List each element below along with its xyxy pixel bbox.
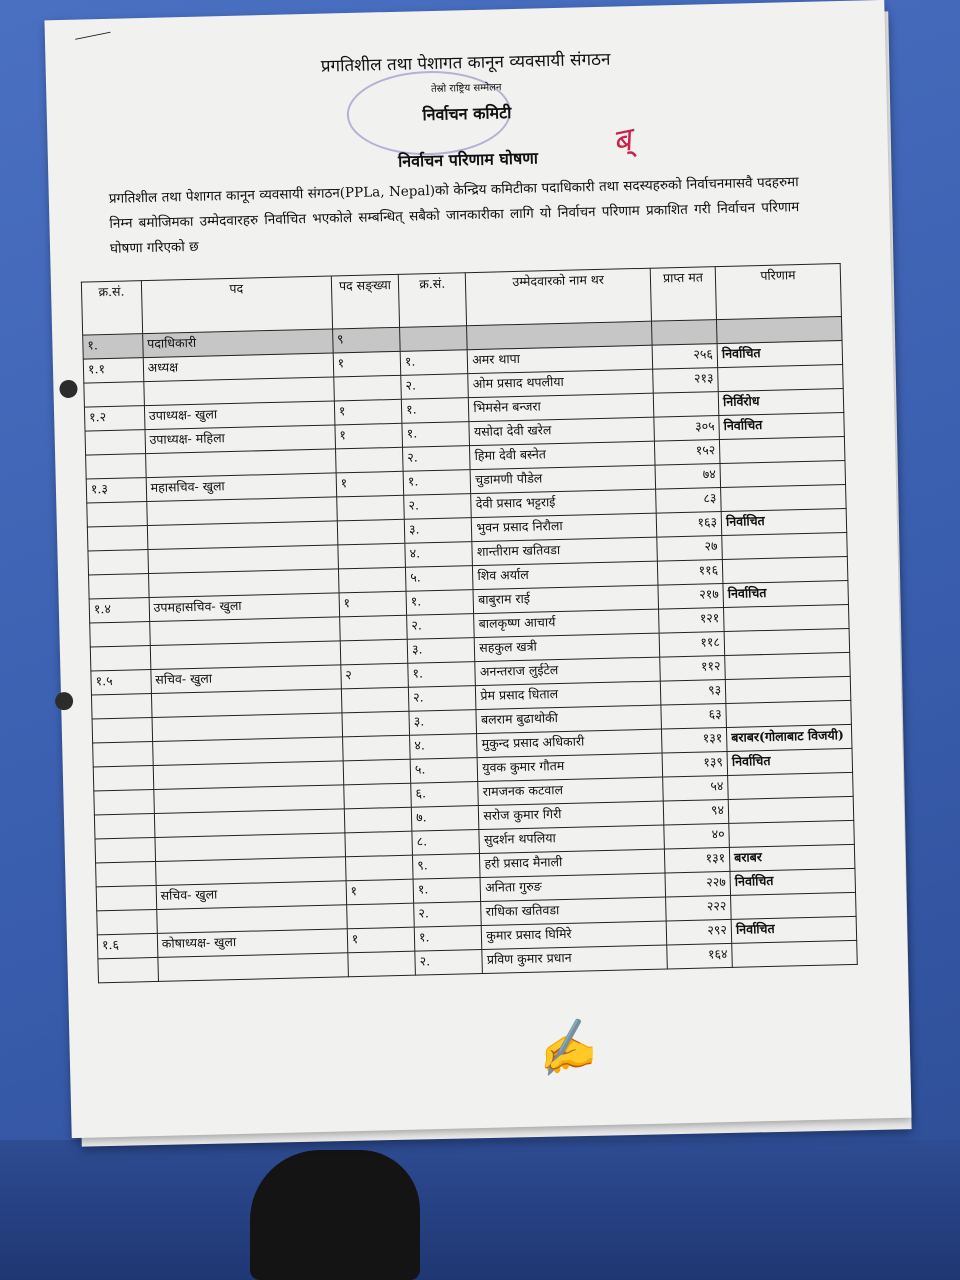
row-sn <box>88 550 148 575</box>
header-post: पद <box>141 276 332 334</box>
row-votes: २२२ <box>666 895 732 921</box>
row-candidate-sn: १. <box>400 350 468 376</box>
row-candidate-name: बाबुराम राई <box>473 585 658 614</box>
row-votes: ७४ <box>655 464 721 490</box>
row-post: सचिव- खुला <box>151 665 342 694</box>
row-candidate-name: अनन्तराज लुईटेल <box>475 657 660 686</box>
row-result <box>725 652 850 679</box>
row-post-count <box>348 951 416 977</box>
header-result: परिणाम <box>715 264 841 320</box>
row-post-count <box>339 615 407 641</box>
row-sn <box>98 957 158 982</box>
row-candidate-name: बलराम बुढाथोकी <box>476 705 661 734</box>
header-candidate-name: उम्मेदवारको नाम थर <box>466 268 652 325</box>
org-name: प्रगतिशील तथा पेशागत कानून व्यवसायी संगठन <box>320 49 611 77</box>
row-result: बराबर(गोलाबाट विजयी) <box>727 724 852 751</box>
row-result <box>722 532 847 559</box>
section-post: पदाधिकारी <box>142 329 333 358</box>
row-result <box>722 556 847 583</box>
row-post-count <box>335 447 403 473</box>
row-post-count: १ <box>346 879 414 905</box>
row-sn <box>96 861 156 886</box>
row-result <box>724 604 849 631</box>
convention-title: तेस्रो राष्ट्रिय सम्मेलन <box>430 82 502 96</box>
row-candidate-name: सरोज कुमार गिरी <box>479 801 664 830</box>
row-sn: १.६ <box>97 933 157 958</box>
row-post: उपाध्यक्ष- खुला <box>144 401 335 430</box>
row-votes: २१३ <box>653 368 719 394</box>
row-candidate-sn: १. <box>401 398 469 424</box>
row-sn <box>94 813 154 838</box>
row-sn <box>93 742 153 767</box>
row-candidate-name: युवक कुमार गौतम <box>477 753 662 782</box>
row-votes: ४० <box>664 823 730 849</box>
row-candidate-name: ओम प्रसाद थपलीया <box>468 369 653 398</box>
row-votes: १५२ <box>654 440 720 466</box>
row-candidate-sn: ३. <box>404 518 472 544</box>
row-post-count <box>338 543 406 569</box>
row-candidate-sn: २. <box>408 686 476 712</box>
row-candidate-name: अनिता गुरुङ <box>480 873 665 902</box>
row-result <box>718 365 843 392</box>
row-result: निर्वाचित <box>723 580 848 607</box>
row-candidate-name: शान्तीराम खतिवडा <box>472 537 657 566</box>
section-count: ९ <box>332 327 400 353</box>
row-post: महासचिव- खुला <box>146 473 337 502</box>
row-candidate-sn: २. <box>407 614 475 640</box>
row-post-count <box>333 375 401 401</box>
row-candidate-sn: ५. <box>410 758 478 784</box>
row-result <box>729 820 854 847</box>
row-result <box>719 437 844 464</box>
row-result <box>725 676 850 703</box>
row-votes: २९२ <box>666 919 732 945</box>
row-votes: २७ <box>657 536 723 562</box>
row-candidate-sn: २. <box>415 950 483 976</box>
row-sn <box>90 622 150 647</box>
row-candidate-name: सुदर्शन थपलिया <box>479 825 664 854</box>
row-result: निर्वाचित <box>727 748 852 775</box>
row-votes: २२७ <box>665 871 731 897</box>
row-post-count: १ <box>333 351 401 377</box>
row-result: निर्वाचित <box>731 916 856 943</box>
row-result: बराबर <box>729 844 854 871</box>
row-post: उपमहासचिव- खुला <box>149 593 340 622</box>
row-result <box>726 700 851 727</box>
row-sn <box>97 909 157 934</box>
row-sn <box>94 789 154 814</box>
pen-stroke <box>75 32 110 40</box>
row-candidate-name: प्रेम प्रसाद धिताल <box>476 681 661 710</box>
row-sn <box>92 718 152 743</box>
row-candidate-sn: ७. <box>411 806 479 832</box>
row-votes: १३१ <box>664 847 730 873</box>
row-result: निर्वाचित <box>721 508 846 535</box>
results-body <box>83 317 858 983</box>
row-candidate-sn: २. <box>403 446 471 472</box>
handwritten-signature: ✍ <box>528 1014 602 1084</box>
row-sn <box>95 837 155 862</box>
row-votes: ११८ <box>659 632 725 658</box>
row-result <box>732 940 857 967</box>
row-votes: ११२ <box>660 655 726 681</box>
row-votes: १३१ <box>661 727 727 753</box>
row-post: कोषाध्यक्ष- खुला <box>157 929 348 958</box>
row-candidate-name: भुवन प्रसाद निरौला <box>472 513 657 542</box>
row-candidate-sn: १. <box>403 470 471 496</box>
row-candidate-sn: ४. <box>405 542 473 568</box>
row-candidate-sn: १. <box>402 422 470 448</box>
row-post-count <box>337 519 405 545</box>
row-post-count: १ <box>339 591 407 617</box>
row-candidate-name: कुमार प्रसाद घिमिरे <box>482 921 667 950</box>
row-sn <box>84 382 144 407</box>
row-post-count: १ <box>347 927 415 953</box>
row-candidate-name: मुकुन्द प्रसाद अधिकारी <box>477 729 662 758</box>
row-candidate-name: अमर थापा <box>467 345 652 374</box>
row-candidate-sn: २. <box>401 374 469 400</box>
row-post-count: १ <box>336 471 404 497</box>
row-result: निर्विरोध <box>718 389 843 416</box>
row-votes: १२१ <box>658 608 724 634</box>
row-candidate-name: बालकृष्ण आचार्य <box>474 609 659 638</box>
row-post <box>158 953 349 982</box>
row-candidate-name: देवी प्रसाद भट्टराई <box>471 489 656 518</box>
punch-hole-top <box>59 380 77 398</box>
row-sn <box>93 766 153 791</box>
row-votes <box>653 392 719 418</box>
row-votes: १६४ <box>667 943 733 969</box>
row-candidate-sn: ८. <box>412 830 480 856</box>
row-candidate-name: प्रविण कुमार प्रधान <box>482 945 667 974</box>
row-sn: १.३ <box>86 478 146 503</box>
row-result <box>728 796 853 823</box>
punch-hole-bottom <box>55 692 73 710</box>
election-result-sheet <box>44 0 911 1138</box>
row-candidate-sn: ५. <box>405 566 473 592</box>
row-candidate-name: चुडामणी पौडेल <box>470 465 655 494</box>
row-candidate-sn: २. <box>404 494 472 520</box>
row-votes: ५४ <box>663 775 729 801</box>
row-post-count <box>343 759 411 785</box>
row-candidate-name: राधिका खतिवडा <box>481 897 666 926</box>
row-candidate-name: रामजनक कटवाल <box>478 777 663 806</box>
row-sn <box>86 454 146 479</box>
row-sn <box>91 694 151 719</box>
row-candidate-sn: १. <box>414 926 482 952</box>
notice-title: निर्वाचन परिणाम घोषणा <box>397 148 539 171</box>
row-post: सचिव- खुला <box>156 881 347 910</box>
row-candidate-name: शिव अर्याल <box>473 561 658 590</box>
row-post-count <box>342 735 410 761</box>
row-result <box>724 628 849 655</box>
row-post-count <box>343 783 411 809</box>
row-candidate-sn: १. <box>413 878 481 904</box>
row-post: उपाध्यक्ष- महिला <box>145 425 336 454</box>
row-candidate-sn: १. <box>408 662 476 688</box>
row-result <box>721 484 846 511</box>
row-votes: ११६ <box>657 560 723 586</box>
row-candidate-sn: ३. <box>407 638 475 664</box>
row-post-count <box>344 807 412 833</box>
row-candidate-sn: ९. <box>413 854 481 880</box>
row-votes: २१७ <box>658 584 724 610</box>
row-post-count <box>342 711 410 737</box>
row-candidate-sn: ६. <box>411 782 479 808</box>
row-candidate-name: हिमा देवी बस्नेत <box>470 441 655 470</box>
row-result <box>720 461 845 488</box>
row-post-count <box>346 903 414 929</box>
row-post: अध्यक्ष <box>143 353 334 382</box>
row-result: निर्वाचित <box>717 341 842 368</box>
shoe-shadow <box>250 1150 420 1280</box>
row-votes: ३०५ <box>654 416 720 442</box>
row-candidate-name: सहकुल खत्री <box>475 633 660 662</box>
row-candidate-sn: ३. <box>409 710 477 736</box>
header-votes: प्राप्त मत <box>650 267 716 322</box>
row-candidate-sn: १. <box>406 590 474 616</box>
desk-edge <box>0 1140 960 1280</box>
row-result: निर्वाचित <box>719 413 844 440</box>
row-sn: १.२ <box>84 406 144 431</box>
results-table <box>81 263 858 983</box>
row-post-count <box>345 855 413 881</box>
row-sn <box>85 430 145 455</box>
row-votes: ९४ <box>663 799 729 825</box>
row-candidate-name: यसोदा देवी खरेल <box>469 417 654 446</box>
header-post-count: पद सङ्ख्या <box>331 274 400 329</box>
row-post-count <box>338 567 406 593</box>
row-votes: ८३ <box>656 488 722 514</box>
row-candidate-name: हरी प्रसाद मैनाली <box>480 849 665 878</box>
row-sn: १.४ <box>89 598 149 623</box>
row-result <box>728 772 853 799</box>
row-sn <box>87 502 147 527</box>
section-sn: १. <box>83 334 143 359</box>
row-votes: १३९ <box>662 751 728 777</box>
row-post-count <box>345 831 413 857</box>
row-votes: ९३ <box>660 679 726 705</box>
row-sn: १.१ <box>83 358 143 383</box>
row-sn <box>89 574 149 599</box>
row-post-count: १ <box>335 423 403 449</box>
row-candidate-name: भिमसेन बन्जरा <box>469 393 654 422</box>
row-sn: १.५ <box>91 670 151 695</box>
row-post-count <box>341 687 409 713</box>
row-post-count: १ <box>334 399 402 425</box>
committee-title: निर्वाचन कमिटी <box>422 103 512 125</box>
row-votes: ६३ <box>661 703 727 729</box>
row-result <box>731 892 856 919</box>
row-sn <box>90 646 150 671</box>
row-result: निर्वाचित <box>730 868 855 895</box>
header-candidate-sn: क्र.सं. <box>398 273 467 328</box>
header-sn: क्र.सं. <box>81 281 142 335</box>
intro-paragraph: प्रगतिशील तथा पेशागत कानून व्यवसायी संगठन(PPLa, Nepal)को केन्द्रिय कमिटीका पदाधिकारी तथा सदस्यहरुको निर्वाचनमासवै पदहरुमा निम्न बमोजिमका उम्मेदवारहरु निर्वाचित भएकोले सम्बन्धित् सबैको जानकारीका लागि यो निर्वाचन परिणाम प्रकाशित गरी निर्वाचन परिणाम घोषणा गरिएको छ <box>108 174 800 257</box>
row-candidate-sn: ४. <box>410 734 478 760</box>
row-post-count: २ <box>341 663 409 689</box>
row-post-count <box>340 639 408 665</box>
row-post-count <box>336 495 404 521</box>
row-sn <box>96 885 156 910</box>
row-votes: १६३ <box>656 512 722 538</box>
row-votes: २५६ <box>652 344 718 370</box>
row-sn <box>87 526 147 551</box>
row-candidate-sn: २. <box>414 902 482 928</box>
handwritten-initial: ब् <box>609 119 635 161</box>
